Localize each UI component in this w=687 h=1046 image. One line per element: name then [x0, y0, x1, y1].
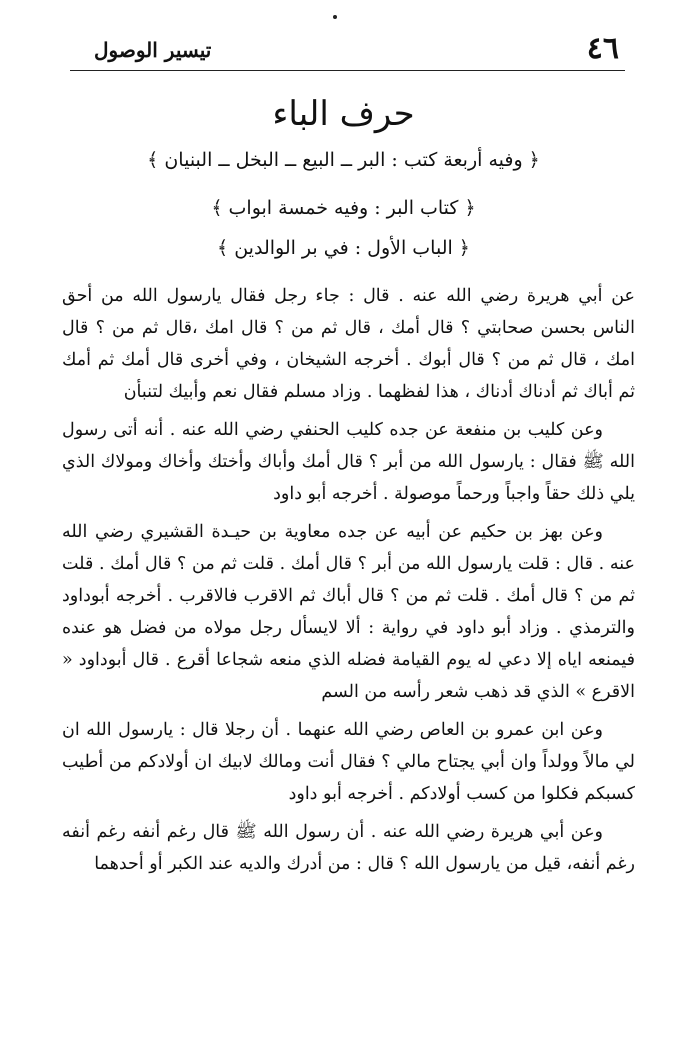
hadith-paragraph: عن أبي هريرة رضي الله عنه . قال : جاء رجل فقال يارسول الله من أحق الناس بحسن صحابتي ؟ قال أمك ، قال ثم من ؟ قال امك ،قال ثم من ؟ قال امك ، قال ثم من ؟ قال أبوك . أخرجه الشيخان ، وفي أخرى قال أمك ثم أمك ثم أباك ثم أدناك أدناك ، هذا لفظهما . وزاد مسلم فقال نعم وأبيك لتنبأن	[62, 286, 635, 402]
page-header	[70, 32, 625, 68]
ink-speck	[333, 15, 337, 19]
section-contents-line: ﴿ وفيه أربعة كتب : البر ــ البيع ــ البخل ــ البنيان ﴾	[147, 149, 540, 171]
chapter-title-line: ﴿ الباب الأول : في بر الوالدين ﴾	[217, 237, 470, 259]
section-letter-title: حرف الباء	[272, 94, 415, 134]
running-title: تيسير الوصول	[94, 38, 212, 62]
page-number: ٤٦	[586, 31, 619, 66]
hadith-paragraph: وعن كليب بن منفعة عن جده كليب الحنفي رضي الله عنه . أنه أتى رسول الله ﷺ فقال : يارسول الله من أبر ؟ قال أمك وأباك وأختك وأخاك ومولاك الذي يلي ذلك حقاً واجباً ورحماً موصولة . أخرجه أبو داود	[62, 420, 635, 504]
hadith-paragraph: وعن أبي هريرة رضي الله عنه . أن رسول الله ﷺ قال رغم أنفه رغم أنفه رغم أنفه، قيل من يارسول الله ؟ قال : من أدرك والديه عند الكبر أو أحدهما	[62, 822, 635, 874]
hadith-paragraph: وعن ابن عمرو بن العاص رضي الله عنهما . أن رجلا قال : يارسول الله ان لي مالاً وولداً وان أبي يجتاح مالي ؟ فقال أنت ومالك لابيك ان أولادكم من أطيب كسبكم فكلوا من كسب أولادكم . أخرجه أبو داود	[62, 720, 635, 804]
book-title-line: ﴿ كتاب البر : وفيه خمسة ابواب ﴾	[211, 197, 476, 219]
body-text	[62, 280, 635, 886]
header-rule	[70, 70, 625, 71]
hadith-paragraph: وعن بهز بن حكيم عن أبيه عن جده معاوية بن حيـدة القشيري رضي الله عنه . قال : قلت يارسول الله من أبر ؟ قال أمك . قلت ثم من ؟ قال أمك . قلت ثم من ؟ قال أمك . قلت ثم من ؟ قال أباك ثم الاقرب فالاقرب . أخرجه أبوداود والترمذي . وزاد أبو داود في رواية : ألا لايسأل رجل مولاه من فضل هو عنده فيمنعه اياه إلا دعي له يوم القيامة فضله الذي منعه شجاعا أقرع . قال أبوداود « الاقرع » الذي قد ذهب شعر رأسه من السم	[62, 522, 635, 702]
